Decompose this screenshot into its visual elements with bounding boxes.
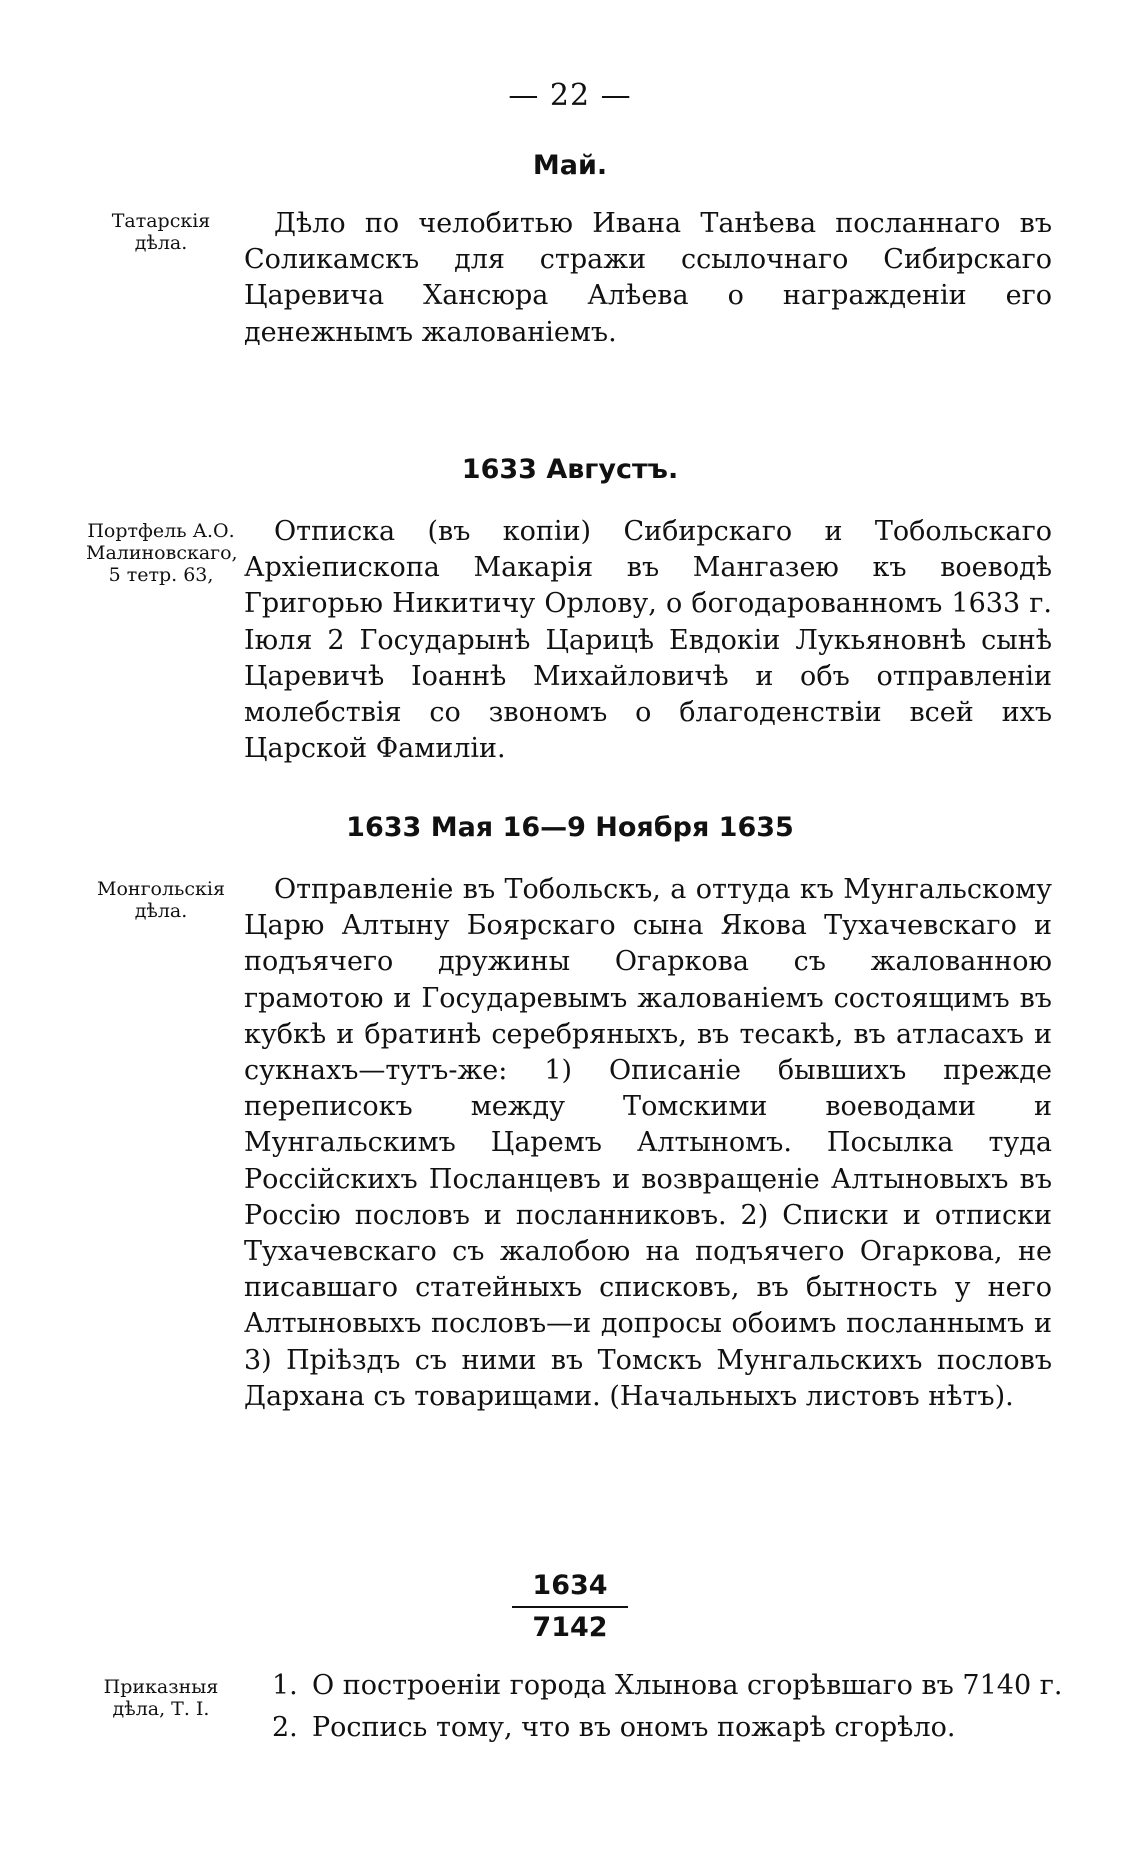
section-text-august [244,514,1052,767]
section-heading-august: 1633 Августъ. [461,454,679,485]
year-1634: 1634 [512,1566,627,1608]
paragraph: Отправленіе въ Тобольскъ, а оттуда къ Мунгальскому Царю Алтыну Боярскаго сына Якова Тухачевскаго и подъячего дружины Огаркова съ жалованною грамотою и Государевымъ жалованіемъ состоящимъ въ кубкѣ и братинѣ серебряныхъ, въ тесакѣ, въ атласахъ и сукнахъ—тутъ-же: 1) Описаніе бывшихъ прежде переписокъ между Томскими воеводами и Мунгальскимъ Царемъ Алтыномъ. Посылка туда Россійскихъ Посланцевъ и возвращеніе Алтыновыхъ въ Россію пословъ и посланниковъ. 2) Списки и отписки Тухачевскаго съ жалобою на подъячего Огаркова, не писавшаго статейныхъ списковъ, въ бытность у него Алтыновыхъ пословъ—и допросы обоимъ посланнымъ и 3) Пріѣздъ съ ними въ Томскъ Мунгальскихъ пословъ Дархана съ товарищами. (Начальныхъ листовъ нѣтъ). [244,874,1052,1412]
item-text: О построеніи города Хлынова сгорѣвшаго въ 7140 г. [312,1670,1063,1701]
section-heading-may: Май. [532,150,608,181]
item-number: 2. [272,1712,298,1743]
year-heading [0,1566,1140,1648]
margin-note-mongol: Монгольскія дѣла. [97,878,225,922]
section-text-may [244,206,1052,351]
list-item [272,1665,1072,1707]
paragraph: Дѣло по челобитью Ивана Танѣева посланнаго въ Соликамскъ для стражи ссылочнаго Сибирскаго Царевича Хансюра Алѣева о награжденіи его денежнымъ жалованіемъ. [244,208,1052,348]
margin-note-tatar: Татарскія дѣла. [111,210,211,254]
item-list [272,1665,1072,1749]
item-text: Роспись тому, что въ ономъ пожарѣ сгорѣло. [312,1712,956,1743]
page-number: — 22 — [508,78,632,113]
margin-note-portfolio: Портфель А.О. Малиновскаго, 5 тетр. 63, [86,520,238,586]
list-item [272,1707,1072,1749]
item-number: 1. [272,1670,298,1701]
section-heading-1633-1635: 1633 Мая 16—9 Ноября 1635 [346,812,794,843]
margin-note-prikaz: Приказныя дѣла, Т. I. [103,1676,219,1720]
paragraph: Отписка (въ копіи) Сибирскаго и Тобольскаго Архіепископа Макарія въ Мангазею къ воеводѣ Григорью Никитичу Орлову, о богодарованномъ 1633 г. Іюля 2 Государынѣ Царицѣ Евдокіи Лукьяновнѣ сынѣ Царевичѣ Іоаннѣ Михайловичѣ и объ отправленіи молебствія со звономъ о благоденствіи всей ихъ Царской Фамиліи. [244,516,1052,765]
year-7142: 7142 [532,1612,608,1643]
section-text-1633-1635 [244,872,1052,1415]
